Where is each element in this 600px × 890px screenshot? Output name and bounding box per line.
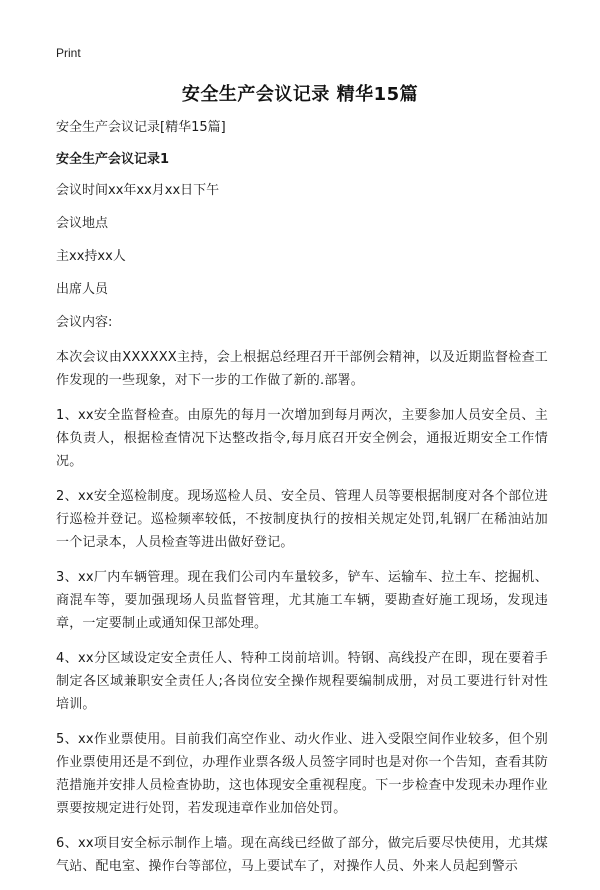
paragraph-item-1: 1、xx安全监督检查。由原先的每月一次增加到每月两次，主要参加人员安全员、主体负责人，根据检查情况下达整改指令,每月底召开安全例会，通报近期安全工作情况。 (56, 408, 548, 469)
print-label[interactable]: Print (56, 46, 81, 60)
meeting-time: 会议时间xx年xx月xx日下午 (56, 183, 220, 198)
section-heading: 安全生产会议记录1 (56, 152, 170, 167)
paragraph-item-4: 4、xx分区域设定安全责任人、特种工岗前培训。特钢、高线投产在即，现在要着手制定各区域兼职安全责任人;各岗位安全操作规程要编制成册，对员工要进行针对性培训。 (56, 651, 548, 712)
page-title: 安全生产会议记录 精华15篇 (181, 84, 419, 105)
meeting-location: 会议地点 (56, 216, 109, 231)
paragraph-item-5: 5、xx作业票使用。目前我们高空作业、动火作业、进入受限空间作业较多，但个别作业票使用还是不到位，办理作业票各级人员签字同时也是对你一个告知，查看其防范措施并安排人员检查协助，这也体现安全重视程度。下一步检查中发现未办理作业票要按规定进行处罚，若发现违章作业加倍处罚。 (56, 732, 548, 816)
paragraph-intro: 本次会议由XXXXXX主持，会上根据总经理召开干部例会精神，以及近期监督检查工作发现的一些现象，对下一步的工作做了新的.部署。 (56, 350, 548, 388)
paragraph-item-2: 2、xx安全巡检制度。现场巡检人员、安全员、管理人员等要根据制度对各个部位进行巡检并登记。巡检频率较低，不按制度执行的按相关规定处罚,轧钢厂在稀油站加一个记录本，人员检查等进出做好登记。 (56, 489, 548, 550)
document-body (56, 118, 548, 890)
paragraph-item-3: 3、xx厂内车辆管理。现在我们公司内车量较多，铲车、运输车、拉土车、挖掘机、商混车等，要加强现场人员监督管理，尤其施工车辆，要勘查好施工现场，发现违章，一定要制止或通知保卫部处理。 (56, 570, 548, 631)
document-subtitle: 安全生产会议记录[精华15篇] (56, 120, 226, 135)
meeting-host: 主xx持xx人 (56, 249, 126, 264)
meeting-attendees: 出席人员 (56, 282, 109, 297)
paragraph-item-6: 6、xx项目安全标示制作上墙。现在高线已经做了部分，做完后要尽快使用，尤其煤气站、配电室、操作台等部位，马上要试车了，对操作人员、外来人员起到警示 (56, 836, 548, 874)
meeting-content-label: 会议内容: (56, 315, 113, 330)
